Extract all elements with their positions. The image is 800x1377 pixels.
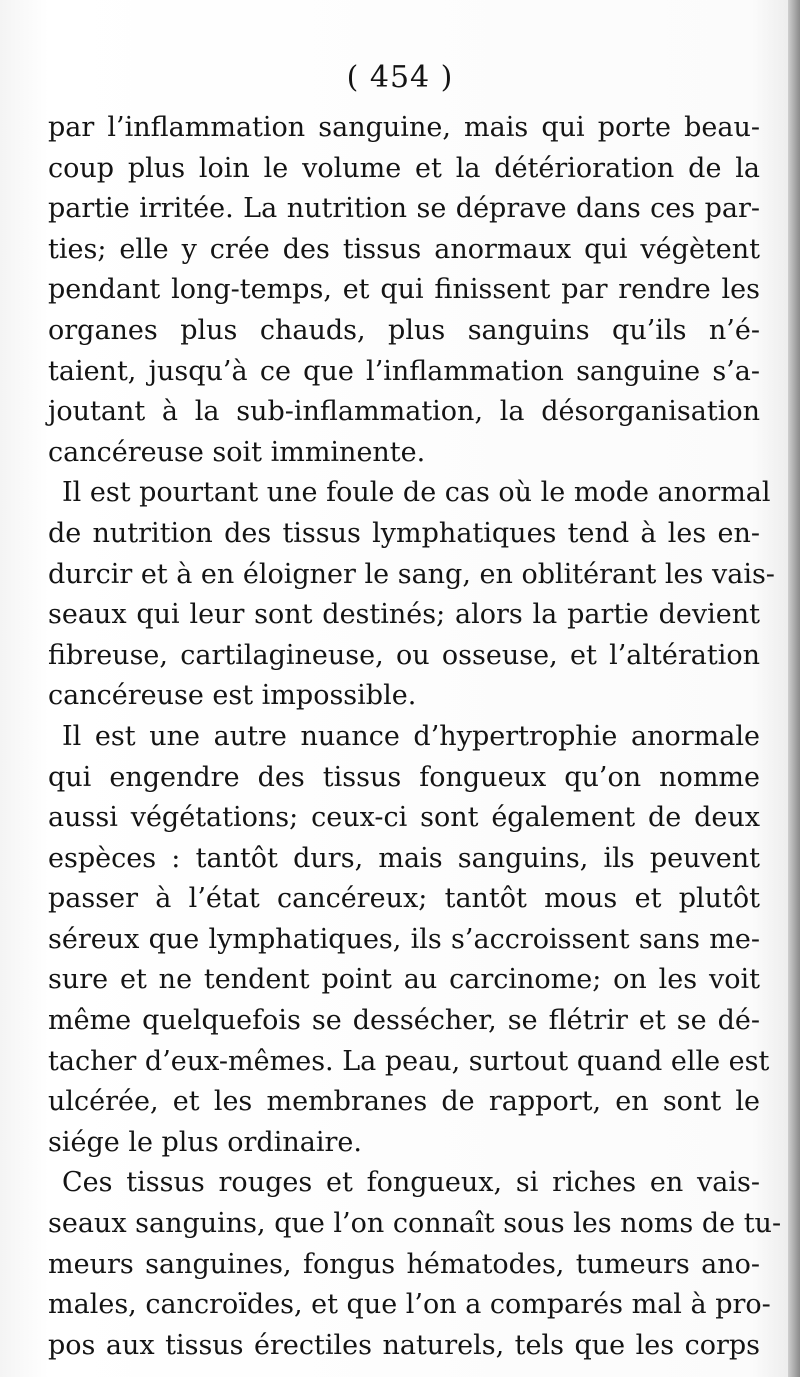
- text-line: cancéreuse est impossible.: [48, 680, 417, 712]
- paragraph: [48, 1163, 782, 1366]
- text-line: espèces : tantôt durs, mais sanguins, ils peuvent: [48, 842, 760, 874]
- page-number: ( 454 ): [346, 60, 454, 95]
- text-line: joutant à la sub-inflammation, la désorganisation: [48, 396, 760, 428]
- text-line: ulcérée, et les membranes de rapport, en sont le: [48, 1086, 760, 1118]
- text-line: séreux que lymphatiques, ils s’accroissent sans me-: [48, 923, 760, 955]
- paragraph: [48, 717, 770, 1164]
- text-line: tacher d’eux-mêmes. La peau, surtout quand elle est: [48, 1045, 770, 1077]
- body-text: [48, 108, 782, 1366]
- text-line: pos aux tissus érectiles naturels, tels que les corps: [48, 1329, 760, 1361]
- text-line: même quelquefois se dessécher, se flétrir et se dé-: [48, 1005, 760, 1037]
- text-line: organes plus chauds, plus sanguins qu’ils n’é-: [48, 314, 760, 346]
- text-line: meurs sanguines, fongus hématodes, tumeurs ano-: [48, 1248, 760, 1280]
- text-line: cancéreuse soit imminente.: [48, 436, 426, 468]
- text-line: taient, jusqu’à ce que l’inflammation sanguine s’a-: [48, 355, 760, 387]
- paragraph: [48, 473, 775, 717]
- text-line: qui engendre des tissus fongueux qu’on nomme: [48, 761, 760, 793]
- text-line: fibreuse, cartilagineuse, ou osseuse, et l’altération: [48, 639, 760, 671]
- text-line: par l’inflammation sanguine, mais qui porte beau-: [48, 112, 760, 143]
- text-line: pendant long-temps, et qui finissent par rendre les: [48, 274, 760, 306]
- text-line: partie irritée. La nutrition se déprave dans ces par-: [48, 193, 760, 225]
- text-line: coup plus loin le volume et la détérioration de la: [48, 152, 760, 184]
- text-line: males, cancroïdes, et que l’on a comparés mal à pro-: [48, 1289, 771, 1321]
- text-line: passer à l’état cancéreux; tantôt mous et plutôt: [48, 883, 760, 915]
- text-line: Il est une autre nuance d’hypertrophie anormale: [62, 720, 760, 752]
- paragraph: [48, 108, 760, 473]
- text-line: sure et ne tendent point au carcinome; on les voit: [48, 964, 760, 996]
- page-edge-shadow: [788, 0, 800, 1377]
- text-line: Il est pourtant une foule de cas où le mode anormal: [62, 477, 771, 509]
- text-line: de nutrition des tissus lymphatiques tend à les en-: [48, 517, 760, 549]
- text-line: Ces tissus rouges et fongueux, si riches en vais-: [62, 1167, 760, 1199]
- text-line: seaux qui leur sont destinés; alors la partie devient: [48, 599, 760, 631]
- text-line: seaux sanguins, que l’on connaît sous les noms de tu-: [48, 1208, 782, 1240]
- text-line: durcir et à en éloigner le sang, en oblitérant les vais-: [48, 558, 775, 590]
- text-line: siége le plus ordinaire.: [48, 1126, 362, 1158]
- text-line: aussi végétations; ceux-ci sont également de deux: [48, 802, 760, 834]
- text-line: ties; elle y crée des tissus anormaux qui végètent: [48, 233, 760, 265]
